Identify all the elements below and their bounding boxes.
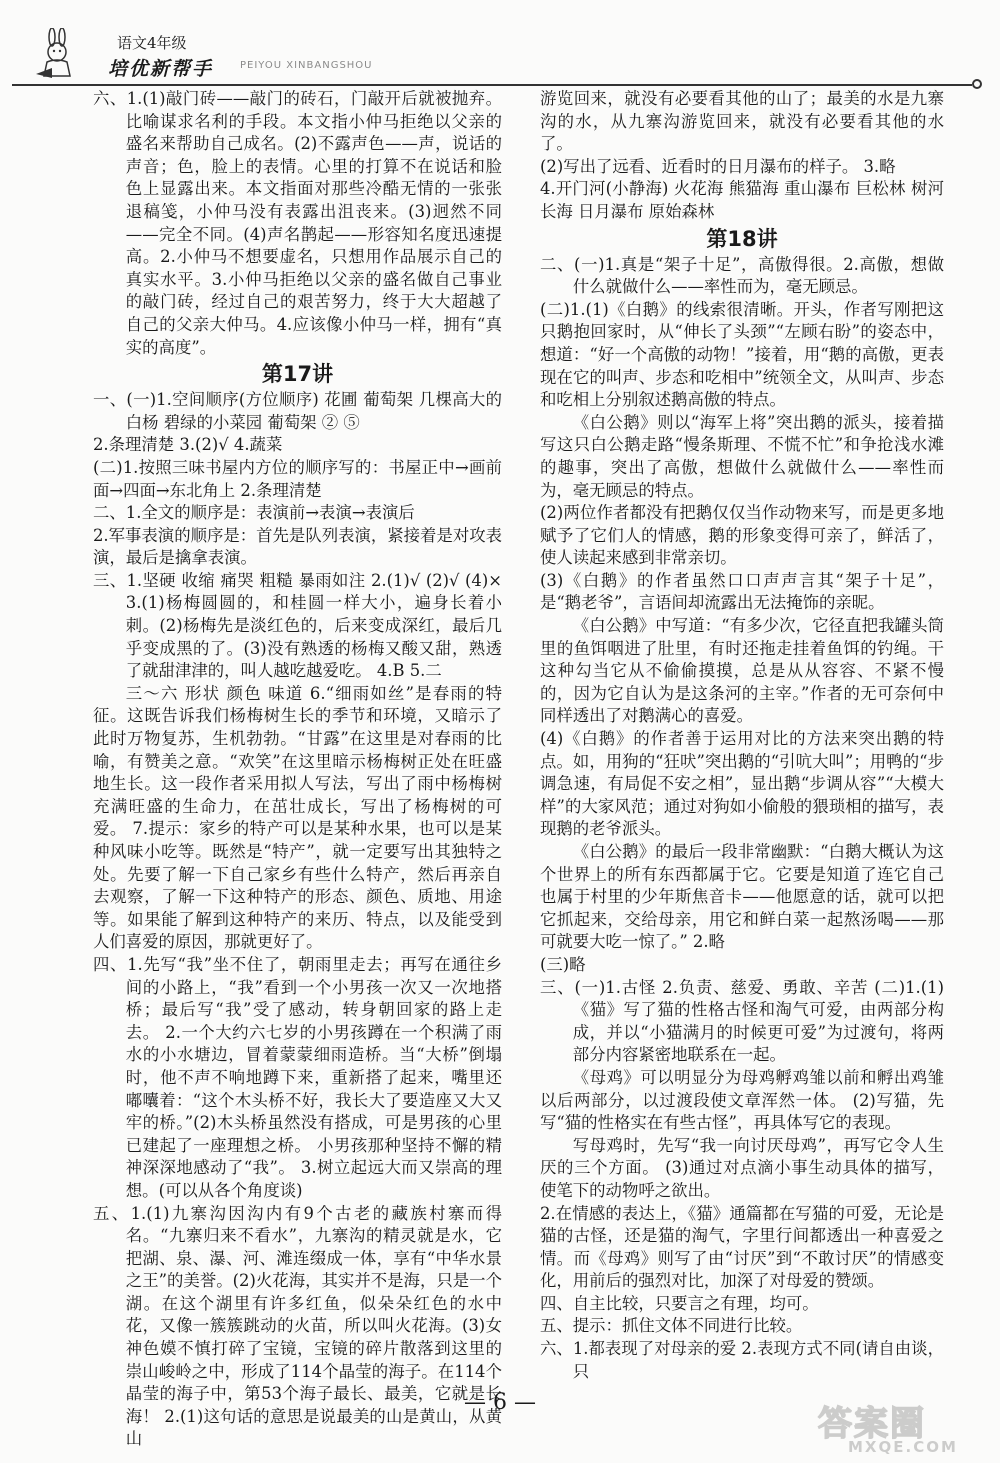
lesson-17-heading: 第17讲 — [261, 362, 334, 387]
l17-part3-cont: 三～六 形状 颜色 味道 6.“细雨如丝”是春雨的特征。这既告诉我们杨梅树生长的季节和环境，又暗示了此时万物复苏，生机勃勃。“甘露”在这里是对春雨的比喻，有赞美之意。“欢笑”在这里暗示杨梅树正处在旺盛地生长。这一段作者采用拟人写法，写出了雨中杨梅树充满旺盛的生命力，在茁壮成长，写出了杨梅树的可爱。 7.提示：家乡的特产可以是某种水果，也可以是某种风味小吃等。既然是“特产”，就一定要写出其独特之处。先要了解一下自己家乡有些什么特产，然后再亲自去观察，了解一下这种特产的形态、颜色、质地、用途等。如果能了解到这种特产的来历、特点，以及能受到人们喜爱的原因，那就更好了。 — [93, 683, 502, 952]
header-rule-end-dot — [972, 79, 982, 89]
l18-part5: 五、提示：抓住文体不同进行比较。 — [540, 1316, 803, 1336]
page-header — [12, 26, 997, 84]
r-cont-3: 4.开门河(小静海) 火花海 熊猫海 重山瀑布 巨松林 树河 长海 日月瀑布 原始森林 — [540, 179, 944, 221]
l17-part2-q2: 2.军事表演的顺序是：首先是队列表演，紧接着是对攻表演，最后是擒拿表演。 — [93, 525, 503, 568]
header-subtitle: PEIYOU XINBANGSHOU — [240, 60, 373, 71]
l18-part3-b: 《母鸡》可以明显分为母鸡孵鸡雏以前和孵出鸡雏以后两部分，以过渡段使文章浑然一体。 (2)写猫，先写“猫的性格实在有些古怪”，再具体写它的表现。 — [540, 1067, 944, 1133]
page-number: — 6 — — [464, 1390, 536, 1415]
l18-para-b: (2)两位作者都没有把鹅仅仅当作动物来写，而是更多地赋予了它们人的情感，鹅的形象变得可亲了，鲜活了，使人读起来感到非常亲切。 — [540, 503, 944, 568]
watermark-url: MXQE.COM — [848, 1438, 958, 1456]
l18-part4: 四、自主比较，只要言之有理，均可。 — [540, 1293, 819, 1313]
l17-part1-q1: 一、(一)1.空间顺序(方位顺序) 花圃 葡萄架 几棵高大的白杨 碧绿的小菜园 葡萄架 ② ⑤ — [93, 390, 502, 432]
l18-para-d: 《白公鹅》中写道：“有多少次，它径直把我罐头筒里的鱼饵咽进了肚里，有时还拖走挂着鱼饵的钓绳。干这种勾当它从不偷偷摸摸，总是从从容容、不紧不慢的，因为它自认为是这条河的主宰。”作者的无可奈何中同样透出了对鹅满心的喜爱。 — [540, 616, 944, 726]
l18-part6: 六、1.都表现了对母亲的爱 2.表现方式不同(请自由谈，只 — [540, 1339, 944, 1381]
header-title: 培优新帮手 — [108, 58, 214, 80]
left-column — [93, 88, 502, 1451]
r-cont-2: (2)写出了远看、近看时的日月瀑布的样子。 3.略 — [540, 156, 896, 176]
l17-part1-sub2: (二)1.按照三味书屋内方位的顺序写的：书屋正中→画前面→四面→东北角上 2.条理清楚 — [93, 457, 502, 500]
l18-part3: 三、(一)1.古怪 2.负责、慈爱、勇敢、辛苦 (二)1.(1)《猫》写了猫的性格古怪和淘气可爱，由两部分构成，并以“小猫满月的时候更可爱”为过渡句，将两部分内容紧密地联系在一起。 — [540, 977, 944, 1065]
rabbit-mascot-icon — [32, 28, 84, 80]
l18-para-f: 《白公鹅》的最后一段非常幽默：“白鹅大概认为这个世界上的所有东西都属于它。它要是知道了连它自己也属于村里的少年斯焦音卡——他愿意的话，就可以把它抓起来，交给母亲，用它和鲜白菜一起熬汤喝——那可就要大吃一惊了。” 2.略 — [540, 842, 944, 952]
l17-part4: 四、1.先写“我”坐不住了，朝雨里走去；再写在通往乡间的小路上，“我”看到一个小男孩一次又一次地搭桥；最后写“我”受了感动，转身朝回家的路上走去。 2.一个大约六七岁的小男孩蹲在一个积满了雨水的小水塘边，冒着蒙蒙细雨造桥。当“大桥”倒塌时，他不声不响地蹲下来，重新搭了起来，嘴里还嘟囔着：“这个木头桥不好，我长大了要造座又大又牢的桥。”(2)木头桥虽然没有搭成，可是男孩的心里已建起了一座理想之桥。 小男孩那种坚持不懈的精神深深地感动了“我”。 3.树立起远大而又崇高的理想。(可以从各个角度谈) — [93, 954, 502, 1200]
answer-section-6: 六、1.(1)敲门砖——敲门的砖石，门敲开后就被抛弃。比喻谋求名利的手段。本文指小仲马拒绝以父亲的盛名来帮助自己成名。(2)不露声色——声，说话的声音；色，脸上的表情。心里的打算不在说话和脸色上显露出来。本文指面对那些冷酷无情的一张张退稿笺，小仲马没有表露出沮丧来。(3)迥然不同——完全不同。(4)声名鹊起——形容知名度迅速提高。2.小仲马不想要虚名，只想用作品展示自己的真实水平。3.小仲马拒绝以父亲的盛名做自己事业的敲门砖，经过自己的艰苦努力，终于大大超越了自己的父亲大仲马。4.应该像小仲马一样，拥有“真实的高度”。 — [93, 89, 502, 357]
watermark-text: 答案圈 — [818, 1404, 926, 1444]
l18-para-c: (3)《白鹅》的作者虽然口口声声言其“架子十足”，是“鹅老爷”，言语间却流露出无法掩饰的亲昵。 — [540, 570, 944, 613]
l18-para-a: 《白公鹅》则以“海军上将”突出鹅的派头，接着描写这只白公鹅走路“慢条斯理、不慌不忙”和争抢浅水滩的趣事，突出了高傲，想做什么就做什么——率性而为，毫无顾忌的特点。 — [540, 412, 944, 500]
l17-part3: 三、1.坚硬 收缩 痛哭 粗糙 暴雨如注 2.(1)√ (2)√ (4)× 3.(1)杨梅圆圆的，和桂圆一样大小，遍身长着小刺。(2)杨梅先是淡红色的，后来变成深红，最后几乎变成黑的了。(3)没有熟透的杨梅又酸又甜，熟透了就甜津津的，叫人越吃越爱吃。 4.B 5.二 — [93, 570, 502, 681]
l18-para-e: (4)《白鹅》的作者善于运用对比的方法来突出鹅的特点。如，用狗的“狂吠”突出鹅的“引吭大叫”；用鸭的“步调急速，有局促不安之相”，显出鹅“步调从容”“大模大样”的大家风范；通过对狗如小偷般的猥琐相的描写，表现鹅的老爷派头。 — [540, 729, 944, 839]
l18-part2-3: (三)略 — [540, 954, 586, 974]
header-grade: 语文4年级 — [117, 34, 187, 52]
l18-part3-d: 2.在情感的表达上，《猫》通篇都在写猫的可爱，无论是猫的古怪，还是猫的淘气，字里行间都透出一种喜爱之情。而《母鸡》则写了由“讨厌”到“不敢讨厌”的情感变化，用前后的强烈对比，加深了对母爱的赞颂。 — [540, 1203, 944, 1291]
l17-part5: 五、1.(1)九寨沟因沟内有9个古老的藏族村寨而得名。“九寨归来不看水”，九寨沟的精灵就是水，它把湖、泉、瀑、河、滩连缀成一体，享有“中华水景之王”的美誉。(2)火花海，其实并不是海，只是一个湖。在这个湖里有许多红鱼，似朵朵红色的水中花，又像一簇簇跳动的火苗，所以叫火花海。(3)女神色嫫不慎打碎了宝镜，宝镜的碎片散落到这里的崇山峻岭之中，形成了114个晶莹的海子。在114个晶莹的海子中，第53个海子最长、最美，它就是长海！ 2.(1)这句话的意思是说最美的山是黄山，从黄山 — [93, 1203, 502, 1449]
l18-part3-c: 写母鸡时，先写“我一向讨厌母鸡”，再写它令人生厌的三个方面。 (3)通过对点滴小事生动具体的描写，使笔下的动物呼之欲出。 — [540, 1135, 944, 1200]
l18-part2-2: (二)1.(1)《白鹅》的线索很清晰。开头，作者写刚把这只鹅抱回家时，从“伸长了头颈”“左顾右盼”的姿态中，想道：“好一个高傲的动物！”接着，用“鹅的高傲，更表现在它的叫声、步态和吃相中”统领全文，从叫声、步态和吃相上分别叙述鹅高傲的特点。 — [540, 299, 944, 410]
watermark-logo — [808, 1396, 988, 1458]
right-column — [540, 88, 944, 1383]
r-cont-1: 游览回来，就没有必要看其他的山了；最美的水是九寨沟的水，从九寨沟游览回来，就没有必要看其他的水了。 — [540, 89, 944, 154]
l17-part1-q2: 2.条理清楚 3.(2)√ 4.蔬菜 — [93, 435, 283, 455]
l18-part2-1: 二、(一)1.真是“架子十足”，高傲得很。2.高傲，想做什么就做什么——率性而为，毫无顾忌。 — [540, 254, 944, 297]
header-rule — [12, 84, 972, 86]
l17-part2-q1: 二、1.全文的顺序是：表演前→表演→表演后 — [93, 503, 415, 523]
lesson-18-heading: 第18讲 — [706, 226, 778, 251]
